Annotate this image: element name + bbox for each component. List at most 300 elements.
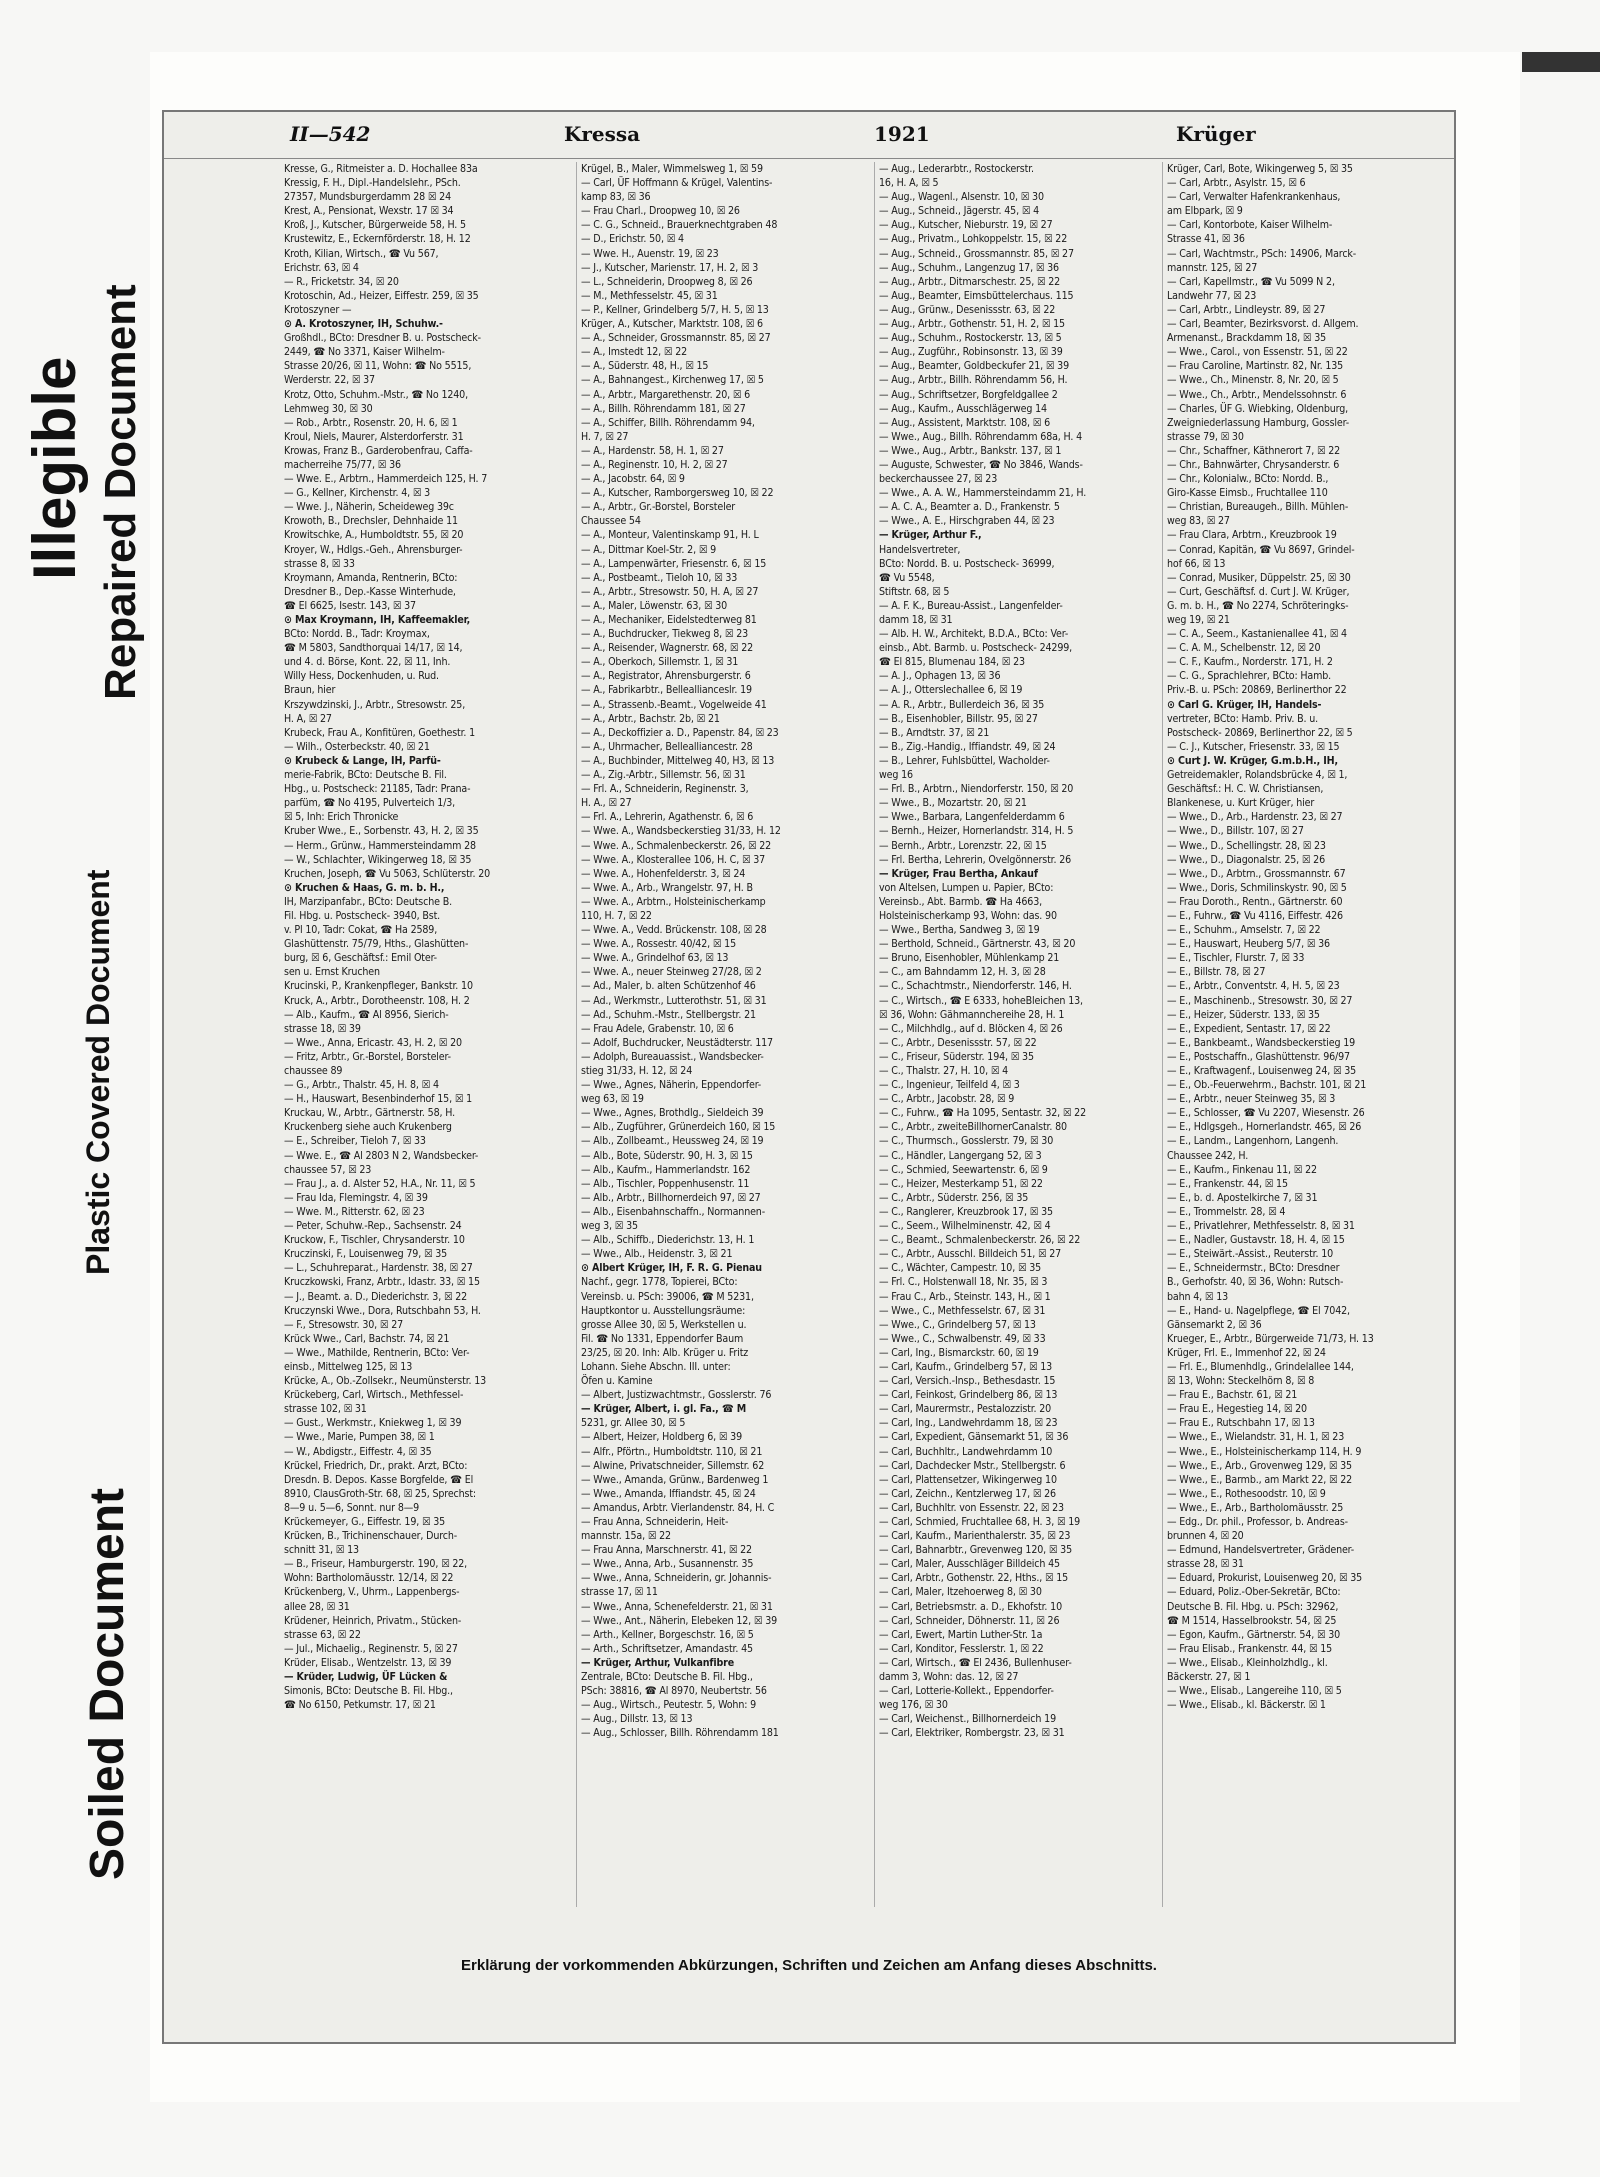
directory-entry: — Krüger, Albert, i. gl. Fa., ☎ M <box>581 1403 747 1416</box>
directory-entry: — Frau Adele, Grabenstr. 10, ☒ 6 <box>581 1022 734 1035</box>
directory-entry: — Wwe., Anna, Schenefelderstr. 21, ☒ 31 <box>581 1600 773 1613</box>
directory-entry: — Aug., Beamter, Eimsbüttelerchaus. 115 <box>879 289 1074 302</box>
directory-entry: — Wwe., Mathilde, Rentnerin, BCto: Ver- <box>284 1346 470 1359</box>
directory-entry: ⊙ Carl G. Krüger, IH, Handels- <box>1167 698 1322 711</box>
directory-page <box>162 110 1456 2044</box>
directory-entry: — A., Billh. Röhrendamm 181, ☒ 27 <box>581 402 746 415</box>
directory-entry: — A., Zig.-Arbtr., Sillemstr. 56, ☒ 31 <box>581 769 746 782</box>
directory-entry: — E., Steiwärt.-Assist., Reuterstr. 10 <box>1167 1248 1334 1261</box>
directory-entry: weg 3, ☒ 35 <box>581 1220 638 1233</box>
header-year: 1921 <box>874 122 930 146</box>
directory-entry: vertreter, BCto: Hamb. Priv. B. u. <box>1167 712 1319 725</box>
directory-entry: — Aug., Wirtsch., Peutestr. 5, Wohn: 9 <box>581 1699 757 1712</box>
directory-entry: Öfen u. Kamine <box>581 1375 653 1388</box>
directory-entry: — C. J., Kutscher, Friesenstr. 33, ☒ 15 <box>1167 740 1340 753</box>
directory-entry: — Wwe., Ch., Arbtr., Mendelssohnstr. 6 <box>1167 388 1347 401</box>
directory-entry: Krustewitz, E., Eckernförderstr. 18, H. 12 <box>284 233 471 246</box>
directory-entry: — Frau Charl., Droopweg 10, ☒ 26 <box>581 205 740 218</box>
directory-entry: — Wwe., D., Billstr. 107, ☒ 27 <box>1167 825 1304 838</box>
directory-entry: strasse 79, ☒ 30 <box>1167 430 1244 443</box>
directory-entry: — Wwe., Anna, Ericastr. 43, H. 2, ☒ 20 <box>284 1036 462 1049</box>
directory-entry: Kressig, F. H., Dipl.-Handelslehr., PSch. <box>284 177 461 190</box>
directory-entry: Krucinski, P., Krankenpfleger, Bankstr. 10 <box>284 980 473 993</box>
directory-entry: — Wwe., Amanda, Iffiandstr. 45, ☒ 24 <box>581 1487 756 1500</box>
directory-entry: merie-Fabrik, BCto: Deutsche B. Fil. <box>284 769 447 782</box>
directory-entry: Chaussee 242, H. <box>1167 1149 1249 1162</box>
directory-entry: — A., Dittmar Koel-Str. 2, ☒ 9 <box>581 543 717 556</box>
directory-entry: B., Gerhofstr. 40, ☒ 36, Wohn: Rutsch- <box>1167 1276 1344 1289</box>
directory-entry: macherreihe 75/77, ☒ 36 <box>284 458 401 471</box>
directory-entry: — Frl. A., Lehrerin, Agathenstr. 6, ☒ 6 <box>581 811 754 824</box>
directory-entry: — Carl, Elektriker, Rombergstr. 23, ☒ 31 <box>879 1727 1065 1740</box>
directory-entry: — Wwe. E., ☎ Al 2803 N 2, Wandsbecker- <box>284 1149 479 1162</box>
directory-entry: strasse 28, ☒ 31 <box>1167 1558 1244 1571</box>
directory-entry: — Carl, ÜF Hoffmann & Krügel, Valentins- <box>581 177 773 190</box>
directory-entry: — C., Arbtr., Süderstr. 256, ☒ 35 <box>879 1191 1029 1204</box>
directory-entry: — E., Hdlgsgeh., Hornerlandstr. 465, ☒ 26 <box>1167 1121 1362 1134</box>
directory-entry: Kroß, J., Kutscher, Bürgerweide 58, H. 5 <box>284 219 466 232</box>
directory-entry: — A., Süderstr. 48, H., ☒ 15 <box>581 360 709 373</box>
directory-entry: — E., Arbtr., neuer Steinweg 35, ☒ 3 <box>1167 1093 1336 1106</box>
directory-entry: — B., Lehrer, Fuhlsbüttel, Wacholder- <box>879 754 1050 767</box>
directory-entry: — E., Schreiber, Tieloh 7, ☒ 33 <box>284 1135 426 1148</box>
directory-entry: — Wwe. M., Ritterstr. 62, ☒ 23 <box>284 1205 425 1218</box>
directory-entry: — B., Eisenhobler, Billstr. 95, ☒ 27 <box>879 712 1038 725</box>
directory-entry: chaussee 89 <box>284 1065 343 1077</box>
directory-entry: Kruczkowski, Franz, Arbtr., Idastr. 33, ☒ 15 <box>284 1276 480 1289</box>
directory-entry: — C., Ranglerer, Kreuzbrook 17, ☒ 35 <box>879 1205 1053 1218</box>
directory-entry: — Carl, Kapellmstr., ☎ Vu 5099 N 2, <box>1167 275 1335 288</box>
directory-entry: — Frau C., Arb., Steinstr. 143, H., ☒ 1 <box>879 1290 1051 1303</box>
directory-entry: — Aug., Assistent, Marktstr. 108, ☒ 6 <box>879 416 1050 429</box>
directory-entry: — Wwe., Elisab., Langereihe 110, ☒ 5 <box>1167 1685 1342 1698</box>
directory-entry: — Conrad, Kapitän, ☎ Vu 8697, Grindel- <box>1167 543 1355 556</box>
directory-entry: — Wwe. A., Hohenfelderstr. 3, ☒ 24 <box>581 867 746 880</box>
directory-entry: — E., Arbtr., Conventstr. 4, H. 5, ☒ 23 <box>1167 980 1340 993</box>
directory-entry: — W., Schlachter, Wikingerweg 18, ☒ 35 <box>284 853 472 866</box>
directory-entry: — A., Arbtr., Bachstr. 2b, ☒ 21 <box>581 712 720 725</box>
directory-entry: — Krüger, Arthur F., <box>879 529 982 542</box>
directory-entry: — Wwe. A., neuer Steinweg 27/28, ☒ 2 <box>581 966 762 979</box>
directory-entry: — E., Schuhm., Amselstr. 7, ☒ 22 <box>1167 924 1321 937</box>
directory-entry: — Aug., Arbtr., Billh. Röhrendamm 56, H. <box>879 374 1068 387</box>
directory-entry: Postscheck- 20869, Berlinerthor 22, ☒ 5 <box>1167 726 1353 739</box>
directory-entry: — Carl, Weichenst., Billhornerdeich 19 <box>879 1713 1056 1726</box>
directory-entry: — Alb., Schiffb., Diederichstr. 13, H. 1 <box>581 1234 755 1247</box>
directory-entry: 2449, ☎ No 3371, Kaiser Wilhelm- <box>284 346 445 359</box>
directory-entry: — J., Kutscher, Marienstr. 17, H. 2, ☒ 3 <box>581 261 759 274</box>
directory-entry: — Wwe., E., Barmb., am Markt 22, ☒ 22 <box>1167 1473 1353 1486</box>
directory-entry: ⊙ Albert Krüger, IH, F. R. G. Pienau <box>581 1262 762 1275</box>
directory-entry: — Carl, Wirtsch., ☎ El 2436, Bullenhuser- <box>879 1656 1072 1669</box>
directory-entry: strasse 8, ☒ 33 <box>284 557 355 570</box>
directory-entry: — A., Postbeamt., Tieloh 10, ☒ 33 <box>581 571 738 584</box>
directory-entry: — Ad., Werkmstr., Lutterothstr. 51, ☒ 31 <box>581 994 767 1007</box>
directory-entry: — Carl, Kaufm., Marienthalerstr. 35, ☒ 23 <box>879 1530 1071 1543</box>
directory-entry: — Arth., Schriftsetzer, Amandastr. 45 <box>581 1642 753 1655</box>
directory-entry: Kruchen, Joseph, ☎ Vu 5063, Schlüterstr. 20 <box>284 867 491 880</box>
directory-entry: Kruczinski, F., Louisenweg 79, ☒ 35 <box>284 1248 448 1261</box>
directory-entry: Werderstr. 22, ☒ 37 <box>284 374 375 387</box>
directory-entry: — C., Wächter, Campestr. 10, ☒ 35 <box>879 1262 1042 1275</box>
directory-entry: Krueger, E., Arbtr., Bürgerweide 71/73, H. 13 <box>1167 1332 1374 1345</box>
directory-entry: — Frau Caroline, Martinstr. 82, Nr. 135 <box>1167 360 1344 373</box>
directory-entry: — E., Bankbeamt., Wandsbeckerstieg 19 <box>1167 1036 1356 1049</box>
directory-entry: — Fritz, Arbtr., Gr.-Borstel, Borsteler- <box>284 1050 451 1063</box>
directory-entry: Strasse 41, ☒ 36 <box>1167 233 1245 246</box>
directory-entry: Geschäftsf.: H. C. W. Christiansen, <box>1167 783 1324 796</box>
directory-entry: Kresse, G., Ritmeister a. D. Hochallee 83a <box>284 163 478 175</box>
directory-entry: — E., Frankenstr. 44, ☒ 15 <box>1167 1177 1288 1190</box>
directory-entry: — A., Buchdrucker, Tiekweg 8, ☒ 23 <box>581 628 749 641</box>
directory-entry: — A., Mechaniker, Eidelstedterweg 81 <box>581 614 757 626</box>
directory-entry: Großhdl., BCto: Dresdner B. u. Postscheck- <box>284 332 481 345</box>
directory-entry: — Wwe., Agnes, Brothdlg., Sieldeich 39 <box>581 1107 764 1120</box>
directory-entry: — E., Nadler, Gustavstr. 18, H. 4, ☒ 15 <box>1167 1234 1345 1247</box>
directory-entry: ⊙ Krubeck & Lange, IH, Parfü- <box>284 754 441 767</box>
directory-entry: — C. F., Kaufm., Norderstr. 171, H. 2 <box>1167 656 1333 669</box>
directory-entry: — Arth., Kellner, Borgeschstr. 16, ☒ 5 <box>581 1628 754 1641</box>
directory-entry: Handelsvertreter, <box>879 543 961 556</box>
directory-entry: H. A., ☒ 27 <box>581 797 632 810</box>
directory-entry: — C., Beamt., Schmalenbeckerstr. 26, ☒ 22 <box>879 1234 1081 1247</box>
directory-entry: — A., Fabrikarbtr., Belleallianceslr. 19 <box>581 684 752 697</box>
directory-entry: — Jul., Michaelig., Reginenstr. 5, ☒ 27 <box>284 1642 458 1655</box>
directory-entry: burg, ☒ 6, Geschäftsf.: Emil Oter- <box>284 952 437 965</box>
directory-entry: — Wwe. A., Wandsbeckerstieg 31/33, H. 12 <box>581 825 781 838</box>
directory-entry: — Carl, Arbtr., Gothenstr. 22, Hths., ☒ 15 <box>879 1572 1069 1585</box>
directory-entry: hof 66, ☒ 13 <box>1167 557 1226 570</box>
directory-entry: Kruckau, W., Arbtr., Gärtnerstr. 58, H. <box>284 1107 455 1120</box>
directory-entry: — A., Strassenb.-Beamt., Vogelweide 41 <box>581 698 767 711</box>
directory-entry: — Wwe., Elisab., Kleinholzhdlg., kl. <box>1167 1656 1328 1669</box>
directory-entry: Krotoszyner — <box>284 303 352 316</box>
directory-entry: weg 16 <box>879 769 913 782</box>
directory-entry: — E., Kraftwagenf., Louisenweg 24, ☒ 35 <box>1167 1065 1357 1077</box>
directory-entry: — Wwe., C., Grindelberg 57, ☒ 13 <box>879 1318 1036 1331</box>
directory-entry: — Aug., Schuhm., Rostockerstr. 13, ☒ 5 <box>879 332 1062 345</box>
directory-entry: — Berthold, Schneid., Gärtnerstr. 43, ☒ 20 <box>879 938 1076 951</box>
directory-entry: — A. J., Ophagen 13, ☒ 36 <box>879 670 1001 683</box>
directory-entry: — Wwe., Marie, Pumpen 38, ☒ 1 <box>284 1431 435 1444</box>
directory-entry: — Frau E., Rutschbahn 17, ☒ 13 <box>1167 1417 1315 1430</box>
directory-entry: parfüm, ☎ No 4195, Pulverteich 1/3, <box>284 797 456 810</box>
directory-entry: — Carl, Schmied, Fruchtallee 68, H. 3, ☒ 19 <box>879 1516 1081 1528</box>
directory-entry: — Alb., Kaufm., ☎ Al 8956, Sierich- <box>284 1008 449 1021</box>
directory-entry: grosse Allee 30, ☒ 5, Werkstellen u. <box>581 1318 747 1331</box>
directory-entry: — Wwe. E., Arbtrn., Hammerdeich 125, H. 7 <box>284 473 488 486</box>
directory-entry: — Wwe., Carol., von Essenstr. 51, ☒ 22 <box>1167 346 1348 359</box>
directory-entry: — C., Arbtr., Ausschl. Billdeich 51, ☒ 27 <box>879 1248 1062 1261</box>
directory-entry: — A., Bahnangest., Kirchenweg 17, ☒ 5 <box>581 374 764 387</box>
directory-entry: — A. J., Otterslechallee 6, ☒ 19 <box>879 684 1023 697</box>
directory-entry: — Wwe., A. A. W., Hammersteindamm 21, H. <box>879 487 1087 500</box>
directory-entry: ⊙ A. Krotoszyner, IH, Schuhw.- <box>284 318 443 331</box>
directory-entry: — E., Fuhrw., ☎ Vu 4116, Eiffestr. 426 <box>1167 909 1343 922</box>
directory-entry: — C., Händler, Langergang 52, ☒ 3 <box>879 1149 1042 1162</box>
directory-entry: Zentrale, BCto: Deutsche B. Fil. Hbg., <box>581 1671 753 1684</box>
directory-entry: — A., Hardenstr. 58, H. 1, ☒ 27 <box>581 444 724 457</box>
directory-entry: — Aug., Dillstr. 13, ☒ 13 <box>581 1713 693 1726</box>
directory-entry: Krüdener, Heinrich, Privatm., Stücken- <box>284 1614 462 1627</box>
directory-entry: G. m. b. H., ☎ No 2274, Schröteringks- <box>1167 599 1349 612</box>
directory-entry: — A., Imstedt 12, ☒ 22 <box>581 346 688 359</box>
directory-entry: — Carl, Arbtr., Asylstr. 15, ☒ 6 <box>1167 177 1306 190</box>
directory-entry: — Aug., Lederarbtr., Rostockerstr. <box>879 163 1034 175</box>
directory-entry: — C., Friseur, Süderstr. 194, ☒ 35 <box>879 1050 1034 1063</box>
directory-entry: — Gust., Werkmstr., Kniekweg 1, ☒ 39 <box>284 1417 462 1430</box>
directory-entry: — Frau E., Hegestieg 14, ☒ 20 <box>1167 1403 1307 1416</box>
directory-entry: Krest, A., Pensionat, Wexstr. 17 ☒ 34 <box>284 205 454 218</box>
directory-entry: — Albert, Justizwachtmstr., Gosslerstr. 76 <box>581 1389 772 1402</box>
directory-entry: — Frau Elisab., Frankenstr. 44, ☒ 15 <box>1167 1642 1333 1655</box>
directory-entry: — Edg., Dr. phil., Professor, b. Andreas- <box>1167 1516 1348 1528</box>
directory-entry: — Frau Anna, Marschnerstr. 41, ☒ 22 <box>581 1544 752 1557</box>
directory-entry: — E., Ob.-Feuerwehrm., Bachstr. 101, ☒ 21 <box>1167 1079 1367 1092</box>
directory-entry: Chaussee 54 <box>581 515 641 528</box>
directory-entry: Krückenberg, V., Uhrm., Lappenbergs- <box>284 1586 460 1599</box>
directory-entry: — E., Maschinenb., Stresowstr. 30, ☒ 27 <box>1167 994 1353 1007</box>
directory-entry: — Wwe., D., Schellingstr. 28, ☒ 23 <box>1167 839 1326 852</box>
directory-entry: — C., Schachtmstr., Niendorferstr. 146, H. <box>879 980 1072 993</box>
header-first-name: Kressa <box>564 122 641 146</box>
directory-entry: Krowoth, B., Drechsler, Dehnhaide 11 <box>284 515 458 528</box>
directory-entry: — G., Arbtr., Thalstr. 45, H. 8, ☒ 4 <box>284 1079 439 1092</box>
directory-entry: — Carl, Expedient, Gänsemarkt 51, ☒ 36 <box>879 1431 1069 1444</box>
directory-entry: — Wwe., A. E., Hirschgraben 44, ☒ 23 <box>879 515 1055 528</box>
directory-entry: — C. A. M., Schelbenstr. 12, ☒ 20 <box>1167 642 1321 655</box>
directory-entry: — Carl, Maler, Itzehoerweg 8, ☒ 30 <box>879 1586 1042 1599</box>
directory-entry: — E., Heizer, Süderstr. 133, ☒ 35 <box>1167 1008 1320 1021</box>
directory-entry: — C., Heizer, Mesterkamp 51, ☒ 22 <box>879 1177 1043 1190</box>
directory-entry: beckerchaussee 27, ☒ 23 <box>879 473 998 486</box>
directory-entry: stieg 31/33, H. 12, ☒ 24 <box>581 1065 693 1077</box>
directory-entry: — Ad., Maler, b. alten Schützenhof 46 <box>581 980 756 993</box>
directory-entry: von Altelsen, Lumpen u. Papier, BCto: <box>879 881 1054 894</box>
directory-entry: — A., Deckoffizier a. D., Papenstr. 84, ☒ 23 <box>581 726 779 739</box>
directory-entry: 16, H. A, ☒ 5 <box>879 177 939 190</box>
directory-entry: — Carl, Wachtmstr., PSch: 14906, Marck- <box>1167 247 1357 260</box>
directory-entry: — Conrad, Musiker, Düppelstr. 25, ☒ 30 <box>1167 571 1351 584</box>
directory-entry: strasse 63, ☒ 22 <box>284 1628 361 1641</box>
directory-entry: — Frl. C., Holstenwall 18, Nr. 35, ☒ 3 <box>879 1276 1048 1289</box>
directory-entry: BCto: Nordd. B. u. Postscheck- 36999, <box>879 557 1055 570</box>
directory-entry: — A., Monteur, Valentinskamp 91, H. L <box>581 529 759 542</box>
directory-entry: — Carl, Dachdecker Mstr., Stellbergstr. 6 <box>879 1459 1066 1472</box>
directory-entry: — H., Hauswart, Besenbinderhof 15, ☒ 1 <box>284 1093 473 1106</box>
directory-entry: Vereinsb. u. PSch: 39006, ☎ M 5231, <box>581 1290 754 1303</box>
directory-entry: — L., Schuhreparat., Hardenstr. 38, ☒ 27 <box>284 1262 473 1275</box>
column-3 <box>874 162 1161 1907</box>
directory-entry: — Frau Clara, Arbtrn., Kreuzbrook 19 <box>1167 529 1337 542</box>
directory-entry: weg 83, ☒ 27 <box>1167 515 1230 528</box>
directory-entry: — Egon, Kaufm., Gärtnerstr. 54, ☒ 30 <box>1167 1628 1341 1641</box>
directory-entry: Vereinsb., Abt. Barmb. ☎ Ha 4663, <box>879 895 1043 908</box>
directory-entry: — Aug., Wagenl., Alsenstr. 10, ☒ 30 <box>879 191 1044 204</box>
directory-entry: — P., Kellner, Grindelberg 5/7, H. 5, ☒ 13 <box>581 303 769 316</box>
footer-note: Erklärung der vorkommenden Abkürzungen, Schriften und Zeichen am Anfang dieses Abschnitts. <box>461 1957 1157 1974</box>
directory-entry: — Wwe. A., Arb., Wrangelstr. 97, H. B <box>581 881 753 894</box>
directory-entry: Krüger, Frl. E., Immenhof 22, ☒ 24 <box>1167 1346 1326 1359</box>
directory-entry: — E., Landm., Langenhorn, Langenh. <box>1167 1135 1339 1148</box>
directory-entry: ☎ No 6150, Petkumstr. 17, ☒ 21 <box>284 1699 436 1712</box>
directory-entry: — Alb. H. W., Architekt, B.D.A., BCto: Ver- <box>879 628 1069 641</box>
directory-entry: strasse 102, ☒ 31 <box>284 1403 367 1416</box>
directory-entry: — F., Stresowstr. 30, ☒ 27 <box>284 1318 404 1331</box>
directory-entry: Kroyer, W., Hdlgs.-Geh., Ahrensburger- <box>284 543 463 556</box>
directory-entry: — Wwe., D., Arb., Hardenstr. 23, ☒ 27 <box>1167 811 1343 824</box>
directory-entry: — Wwe., Doris, Schmilinskystr. 90, ☒ 5 <box>1167 881 1347 894</box>
directory-entry: Priv.-B. u. PSch: 20869, Berlinerthor 22 <box>1167 684 1347 697</box>
directory-entry: — Wwe., E., Arb., Bartholomäusstr. 25 <box>1167 1501 1344 1514</box>
directory-entry: — Carl, Zeichn., Kentzlerweg 17, ☒ 26 <box>879 1487 1056 1500</box>
directory-entry: — A. R., Arbtr., Bullerdeich 36, ☒ 35 <box>879 698 1045 711</box>
directory-entry: — E., Tischler, Flurstr. 7, ☒ 33 <box>1167 952 1305 965</box>
directory-entry: — A., Registrator, Ahrensburgerstr. 6 <box>581 670 751 683</box>
directory-entry: — Wilh., Osterbeckstr. 40, ☒ 21 <box>284 740 430 753</box>
directory-entry: — Albert, Heizer, Holdberg 6, ☒ 39 <box>581 1431 743 1444</box>
directory-entry: — Carl, Maler, Ausschläger Billdeich 45 <box>879 1558 1060 1571</box>
directory-entry: — Aug., Schlosser, Billh. Röhrendamm 181 <box>581 1727 779 1740</box>
directory-entry: Kruber Wwe., E., Sorbenstr. 43, H. 2, ☒ 35 <box>284 825 479 838</box>
directory-entry: Kruczynski Wwe., Dora, Rutschbahn 53, H. <box>284 1304 481 1317</box>
directory-entry: Lehmweg 30, ☒ 30 <box>284 402 373 415</box>
directory-entry: — Aug., Privatm., Lohkoppelstr. 15, ☒ 22 <box>879 233 1068 246</box>
directory-entry: ☒ 13, Wohn: Steckelhörn 8, ☒ 8 <box>1167 1375 1315 1388</box>
directory-entry: — Carl, Arbtr., Lindleystr. 89, ☒ 27 <box>1167 303 1326 316</box>
directory-entry: ☎ Vu 5548, <box>879 571 935 584</box>
directory-entry: — A., Lampenwärter, Friesenstr. 6, ☒ 15 <box>581 557 767 570</box>
directory-entry: — Chr., Bahnwärter, Chrysanderstr. 6 <box>1167 458 1340 471</box>
directory-entry: — Carl, Ing., Bismarckstr. 60, ☒ 19 <box>879 1346 1039 1359</box>
directory-entry: — Eduard, Poliz.-Ober-Sekretär, BCto: <box>1167 1586 1341 1599</box>
directory-entry: — Chr., Schaffner, Käthnerort 7, ☒ 22 <box>1167 444 1341 457</box>
directory-entry: — B., Arndtstr. 37, ☒ 21 <box>879 726 990 739</box>
directory-entry: — Wwe., Aug., Arbtr., Bankstr. 137, ☒ 1 <box>879 444 1062 457</box>
directory-entry: — A., Reginenstr. 10, H. 2, ☒ 27 <box>581 458 728 471</box>
directory-entry: Zweigniederlassung Hamburg, Gossler- <box>1167 416 1350 429</box>
directory-entry: — Carl, Maurermstr., Pestalozzistr. 20 <box>879 1403 1052 1416</box>
directory-entry: v. Pl 10, Tadr: Cokat, ☎ Ha 2589, <box>284 924 438 937</box>
directory-entry: — R., Fricketstr. 34, ☒ 20 <box>284 275 399 288</box>
directory-entry: — Carl, Buchhltr., Landwehrdamm 10 <box>879 1445 1053 1458</box>
directory-entry: — Aug., Arbtr., Ditmarschestr. 25, ☒ 22 <box>879 275 1061 288</box>
directory-entry: H. 7, ☒ 27 <box>581 430 629 443</box>
directory-entry: — A., Schiffer, Billh. Röhrendamm 94, <box>581 416 755 429</box>
directory-entry: — C. A., Seem., Kastanienallee 41, ☒ 4 <box>1167 628 1347 641</box>
directory-entry: — Frau Ida, Flemingstr. 4, ☒ 39 <box>284 1191 428 1204</box>
directory-entry: damm 3, Wohn: das. 12, ☒ 27 <box>879 1671 1019 1684</box>
directory-entry: ⊙ Max Kroymann, IH, Kaffeemakler, <box>284 614 471 626</box>
directory-entry: — Alb., Eisenbahnschaffn., Normannen- <box>581 1205 765 1218</box>
directory-entry: Glashüttenstr. 75/79, Hths., Glashütten- <box>284 938 469 951</box>
directory-entry: — Krüder, Ludwig, ÜF Lücken & <box>284 1671 448 1684</box>
directory-entry: — C., Wirtsch., ☎ E 6333, hoheBleichen 13, <box>879 994 1083 1007</box>
directory-entry: 5231, gr. Allee 30, ☒ 5 <box>581 1417 686 1430</box>
directory-entry: Krück Wwe., Carl, Bachstr. 74, ☒ 21 <box>284 1332 450 1345</box>
directory-entry: ☎ El 815, Blumenau 184, ☒ 23 <box>879 656 1025 669</box>
directory-entry: — Frau Doroth., Rentn., Gärtnerstr. 60 <box>1167 895 1343 908</box>
directory-entry: — Alb., Bote, Süderstr. 90, H. 3, ☒ 15 <box>581 1149 753 1162</box>
directory-entry: — Bernh., Arbtr., Lorenzstr. 22, ☒ 15 <box>879 839 1047 852</box>
directory-entry: Erichstr. 63, ☒ 4 <box>284 261 359 274</box>
directory-entry: — A. C. A., Beamter a. D., Frankenstr. 5 <box>879 501 1060 514</box>
directory-entry: brunnen 4, ☒ 20 <box>1167 1530 1244 1543</box>
directory-entry: — Carl, Konditor, Fesslerstr. 1, ☒ 22 <box>879 1642 1044 1655</box>
directory-entry: ☎ M 5803, Sandthorquai 14/17, ☒ 14, <box>284 642 463 655</box>
directory-entry: — E., Schlosser, ☎ Vu 2207, Wiesenstr. 26 <box>1167 1107 1365 1120</box>
directory-entry: — Frau E., Bachstr. 61, ☒ 21 <box>1167 1389 1298 1402</box>
directory-entry: — Wwe. A., Vedd. Brückenstr. 108, ☒ 28 <box>581 924 767 937</box>
directory-entry: — Adolf, Buchdrucker, Neustädterstr. 117 <box>581 1036 773 1049</box>
scanned-sheet <box>150 52 1520 2102</box>
directory-entry: — Carl, Betriebsmstr. a. D., Ekhofstr. 10 <box>879 1600 1062 1613</box>
directory-entry: Kruck, A., Arbtr., Dorotheenstr. 108, H. 2 <box>284 994 470 1007</box>
directory-entry: — Wwe., Bertha, Sandweg 3, ☒ 19 <box>879 924 1040 937</box>
directory-entry: 23/25, ☒ 20. Inh: Alb. Krüger u. Fritz <box>581 1346 749 1359</box>
directory-entry: — E., Privatlehrer, Methfesselstr. 8, ☒ 31 <box>1167 1220 1355 1233</box>
directory-entry: Stiftstr. 68, ☒ 5 <box>879 585 950 598</box>
directory-entry: Krücke, A., Ob.-Zollsekr., Neumünsterstr. 13 <box>284 1375 487 1388</box>
directory-entry: weg 19, ☒ 21 <box>1167 614 1230 626</box>
directory-entry: — Carl, Buchhltr. von Essenstr. 22, ☒ 23 <box>879 1501 1064 1514</box>
directory-entry: — Aug., Grünw., Desenissstr. 63, ☒ 22 <box>879 303 1056 316</box>
directory-entry: — Aug., Kutscher, Nieburstr. 19, ☒ 27 <box>879 219 1053 232</box>
directory-entry: 110, H. 7, ☒ 22 <box>581 909 652 922</box>
sheet-edge <box>1522 52 1600 72</box>
directory-entry: — Rob., Arbtr., Rosenstr. 20, H. 6, ☒ 1 <box>284 416 458 429</box>
directory-entry: — A., Arbtr., Margarethenstr. 20, ☒ 6 <box>581 388 751 401</box>
directory-entry: — C., Arbtr., Desenissstr. 57, ☒ 22 <box>879 1036 1037 1049</box>
directory-entry: — Wwe., Anna, Schneiderin, gr. Johannis- <box>581 1572 772 1585</box>
directory-entry: — E., b. d. Apostelkirche 7, ☒ 31 <box>1167 1191 1318 1204</box>
directory-entry: — Curt, Geschäftsf. d. Curt J. W. Krüger, <box>1167 585 1350 598</box>
directory-entry: — Carl, Versich.-Insp., Bethesdastr. 15 <box>879 1375 1056 1388</box>
directory-entry: mannstr. 125, ☒ 27 <box>1167 261 1258 274</box>
directory-entry: Braun, hier <box>284 684 336 697</box>
directory-entry: — L., Schneiderin, Droopweg 8, ☒ 26 <box>581 275 753 288</box>
directory-entry: — E., Hand- u. Nagelpflege, ☎ El 7042, <box>1167 1304 1350 1317</box>
directory-entry: Krügel, B., Maler, Wimmelsweg 1, ☒ 59 <box>581 163 763 175</box>
directory-entry: — W., Abdigstr., Eiffestr. 4, ☒ 35 <box>284 1445 432 1458</box>
directory-entry: Krotz, Otto, Schuhm.-Mstr., ☎ No 1240, <box>284 388 468 401</box>
directory-entry: — E., Billstr. 78, ☒ 27 <box>1167 966 1266 979</box>
directory-entry: — Wwe., Barbara, Langenfelderdamm 6 <box>879 811 1065 824</box>
directory-entry: — Wwe., C., Methfesselstr. 67, ☒ 31 <box>879 1304 1046 1317</box>
directory-entry: Willy Hess, Dockenhuden, u. Rud. <box>284 670 439 683</box>
column-4 <box>1162 162 1449 1907</box>
directory-entry: — Wwe. A., Grindelhof 63, ☒ 13 <box>581 952 729 965</box>
directory-entry: — Carl, Plattensetzer, Wikingerweg 10 <box>879 1473 1057 1486</box>
directory-entry: Krowitschke, A., Humboldtstr. 55, ☒ 20 <box>284 529 464 542</box>
directory-entry: — A. F. K., Bureau-Assist., Langenfelder- <box>879 599 1063 612</box>
directory-entry: — Wwe. J., Näherin, Scheideweg 39c <box>284 501 454 514</box>
directory-entry: — Wwe., E., Wielandstr. 31, H. 1, ☒ 23 <box>1167 1431 1345 1444</box>
directory-entry: — C., Arbtr., Jacobstr. 28, ☒ 9 <box>879 1093 1015 1106</box>
directory-entry: — Wwe., Alb., Heidenstr. 3, ☒ 21 <box>581 1248 733 1261</box>
directory-entry: — C., Ingenieur, Teilfeld 4, ☒ 3 <box>879 1079 1020 1092</box>
column-2 <box>576 162 863 1907</box>
directory-entry: — Frau J., a. d. Alster 52, H.A., Nr. 11, ☒ 5 <box>284 1177 476 1190</box>
directory-entry: — Wwe. A., Arbtrn., Holsteinischerkamp <box>581 895 766 908</box>
directory-entry: sen u. Ernst Kruchen <box>284 966 380 979</box>
directory-entry: — C., Schmied, Seewartenstr. 6, ☒ 9 <box>879 1163 1048 1176</box>
directory-entry: IH, Marzipanfabr., BCto: Deutsche B. <box>284 895 452 908</box>
directory-entry: Simonis, BCto: Deutsche B. Fil. Hbg., <box>284 1685 453 1698</box>
directory-entry: — Carl, Lotterie-Kollekt., Eppendorfer- <box>879 1685 1054 1698</box>
directory-entry: Kroymann, Amanda, Rentnerin, BCto: <box>284 571 458 584</box>
directory-entry: — Wwe. A., Klosterallee 106, H. C, ☒ 37 <box>581 853 766 866</box>
